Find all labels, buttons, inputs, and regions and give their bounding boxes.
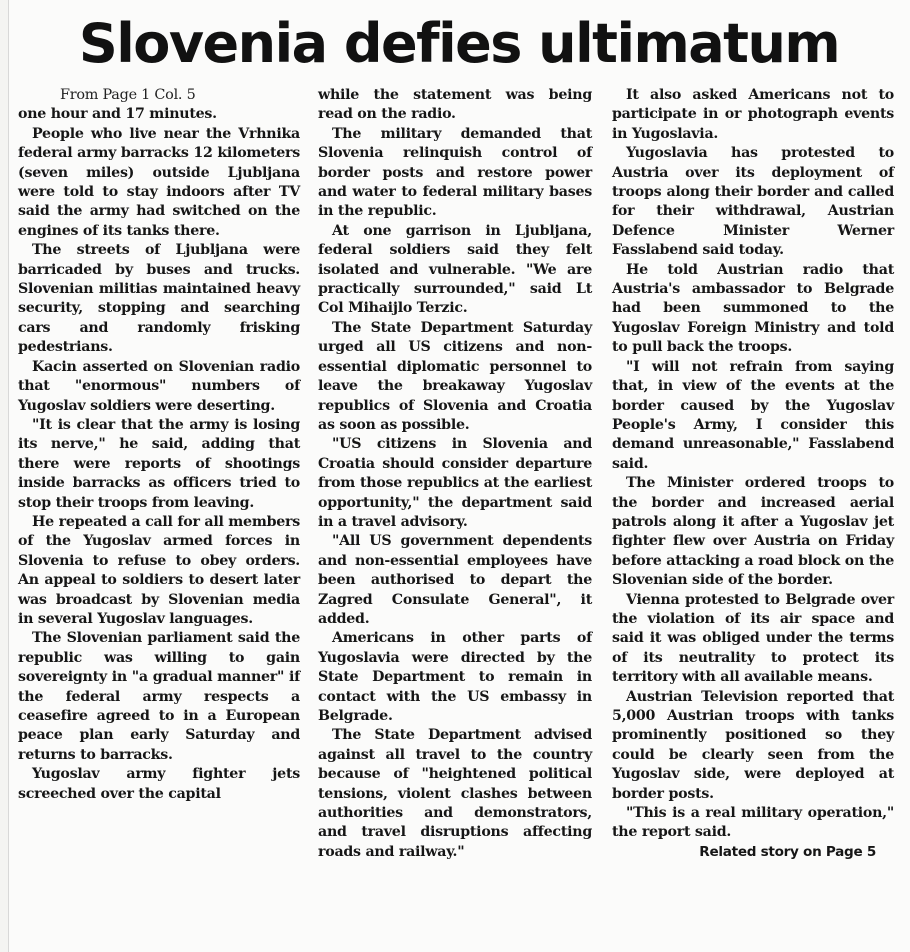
article-column-3 [612, 86, 894, 862]
paragraph: People who live near the Vrhnika federal army barracks 12 kilometers (seven miles) outside Ljubljana were told to stay indoors after TV said the army had switched on the engines of its tanks there. [18, 125, 300, 239]
paragraph: "All US government dependents and non-essential employees have been authorised to depart the Zagred Consulate General", it added. [318, 533, 592, 627]
article-column-2 [318, 86, 592, 862]
related-story-reference: Related story on Page 5 [699, 843, 876, 860]
paragraph: It also asked Americans not to participate in or photograph events in Yugoslavia. [612, 87, 894, 142]
paragraph: Austrian Television reported that 5,000 Austrian troops with tanks prominently positioned so they could be clearly seen from the Yugoslav side, were deployed at border posts. [612, 688, 894, 802]
paragraph: He told Austrian radio that Austria's ambassador to Belgrade had been summoned to the Yugoslav Foreign Ministry and told to pull back the troops. [612, 261, 894, 356]
paragraph: Yugoslav army fighter jets screeched over the capital [18, 766, 300, 802]
paragraph: The streets of Ljubljana were barricaded by buses and trucks. Slovenian militias maintained heavy security, stopping and searching cars and randomly frisking pedestrians. [18, 242, 300, 356]
paragraph: Kacin asserted on Slovenian radio that "enormous" numbers of Yugoslav soldiers were deserting. [18, 358, 300, 414]
page-edge [0, 0, 9, 952]
paragraph: The Slovenian parliament said the republic was willing to gain sovereignty in "a gradual manner" if the federal army respects a ceasefire agreed to in a European peace plan early Saturday and returns to barracks. [18, 630, 300, 763]
headline: Slovenia defies ultimatum [78, 12, 840, 75]
paragraph: He repeated a call for all members of the Yugoslav armed forces in Slovenia to refuse to obey orders. An appeal to soldiers to desert later was broadcast by Slovenian media in several Yugoslav languages. [18, 513, 300, 627]
paragraph: Americans in other parts of Yugoslavia were directed by the State Department to remain in contact with the US embassy in Belgrade. [318, 630, 592, 724]
paragraph: Vienna protested to Belgrade over the violation of its air space and said it was obliged under the terms of its neutrality to protect its territory with all available means. [612, 591, 894, 686]
paragraph: At one garrison in Ljubljana, federal soldiers said they felt isolated and vulnerable. "We are practically surrounded," said Lt Col Mihaijlo Terzic. [318, 222, 592, 317]
paragraph: "It is clear that the army is losing its nerve," he said, adding that there were reports of shootings inside barracks as officers tried to stop their troops from leaving. [18, 416, 300, 511]
paragraph: one hour and 17 minutes. [18, 106, 217, 123]
paragraph: The military demanded that Slovenia relinquish control of border posts and restore power and water to federal military bases in the republic. [318, 125, 592, 220]
paragraph: "This is a real military operation," the report said. [612, 805, 894, 841]
paragraph: The State Department Saturday urged all US citizens and non- essential diplomatic personnel to leave the breakaway Yugoslav republics of Slovenia and Croatia as soon as possible. [318, 319, 592, 433]
paragraph: Yugoslavia has protested to Austria over its deployment of troops along their border and called for their withdrawal, Austrian Defence Minister Werner Fasslabend said today. [612, 145, 894, 259]
paragraph: The State Department advised against all travel to the country because of "heightened political tensions, violent clashes between authorities and demonstrators, and travel disruptions affecting roads and railway." [318, 727, 592, 860]
jump-line: From Page 1 Col. 5 [60, 87, 196, 103]
paragraph: "I will not refrain from saying that, in view of the events at the border caused by the Yugoslav People's Army, I consider this demand unreasonable," Fasslabend said. [612, 358, 894, 472]
paragraph: while the statement was being read on the radio. [318, 87, 592, 123]
paragraph: The Minister ordered troops to the border and increased aerial patrols along it after a Yugoslav jet fighter flew over Austria on Friday before attacking a road block on the Slovenian side of the border. [612, 475, 894, 589]
article-column-1 [18, 86, 300, 804]
paragraph: "US citizens in Slovenia and Croatia should consider departure from those republics at the earliest opportunity," the department said in a travel advisory. [318, 436, 592, 530]
